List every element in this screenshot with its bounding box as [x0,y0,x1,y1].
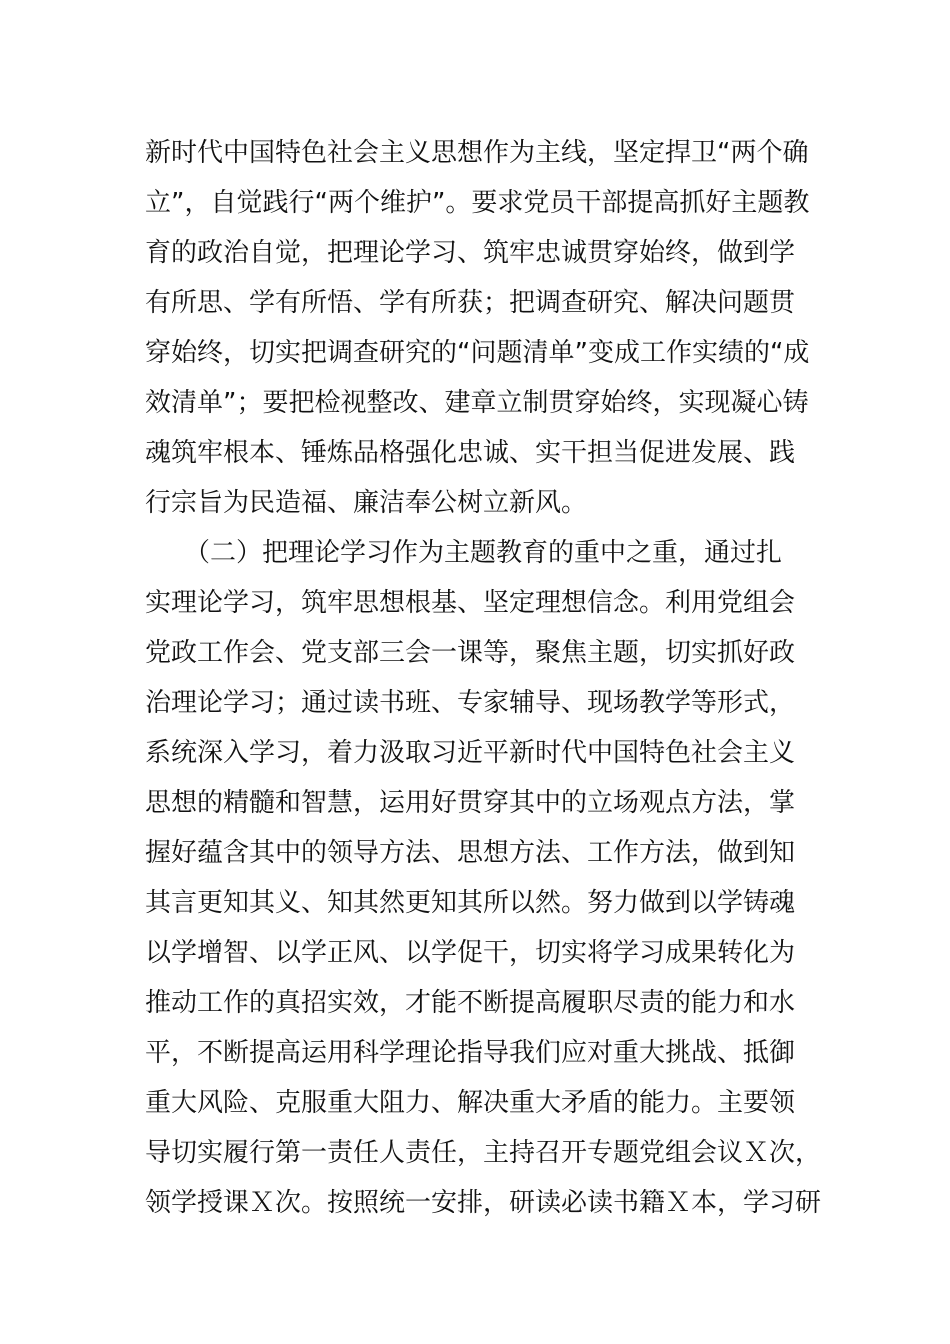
text-line: 重大风险、克服重大阻力、解决重大矛盾的能力。主要领 [145,1088,796,1118]
text-line: 效清单”；要把检视整改、建章立制贯穿始终，实现凝心铸 [145,388,809,418]
text-line: 行宗旨为民造福、廉洁奉公树立新风。 [145,488,588,518]
text-line: 系统深入学习，着力汲取习近平新时代中国特色社会主义 [145,738,796,768]
text-line: 有所思、学有所悟、学有所获；把调查研究、解决问题贯 [145,288,796,318]
text-line: 育的政治自觉，把理论学习、筑牢忠诚贯穿始终，做到学 [145,238,796,268]
text-line: 领学授课Ｘ次。按照统一安排，研读必读书籍Ｘ本，学习研 [145,1188,822,1218]
text-line: 握好蕴含其中的领导方法、思想方法、工作方法，做到知 [145,838,796,868]
text-line: 立”，自觉践行“两个维护”。要求党员干部提高抓好主题教 [145,188,810,218]
text-line: 魂筑牢根本、锤炼品格强化忠诚、实干担当促进发展、践 [145,438,796,468]
section-heading-line: （二）把理论学习作为主题教育的重中之重，通过扎 [145,538,783,568]
text-line: 实理论学习，筑牢思想根基、坚定理想信念。利用党组会 [145,588,796,618]
text-line: 导切实履行第一责任人责任，主持召开专题党组会议Ｘ次， [145,1138,822,1168]
text-line: 平，不断提高运用科学理论指导我们应对重大挑战、抵御 [145,1038,796,1068]
body-text [145,128,822,1228]
text-line: 治理论学习；通过读书班、专家辅导、现场教学等形式， [145,688,796,718]
text-line: 以学增智、以学正风、以学促干，切实将学习成果转化为 [145,938,796,968]
text-line: 推动工作的真招实效，才能不断提高履职尽责的能力和水 [145,988,796,1018]
text-line: 新时代中国特色社会主义思想作为主线，坚定捍卫“两个确 [145,138,809,168]
text-line: 党政工作会、党支部三会一课等，聚焦主题，切实抓好政 [145,638,796,668]
text-line: 穿始终，切实把调查研究的“问题清单”变成工作实绩的“成 [145,338,810,368]
text-line: 其言更知其义、知其然更知其所以然。努力做到以学铸魂 [145,888,796,918]
text-line: 思想的精髓和智慧，运用好贯穿其中的立场观点方法，掌 [145,788,796,818]
